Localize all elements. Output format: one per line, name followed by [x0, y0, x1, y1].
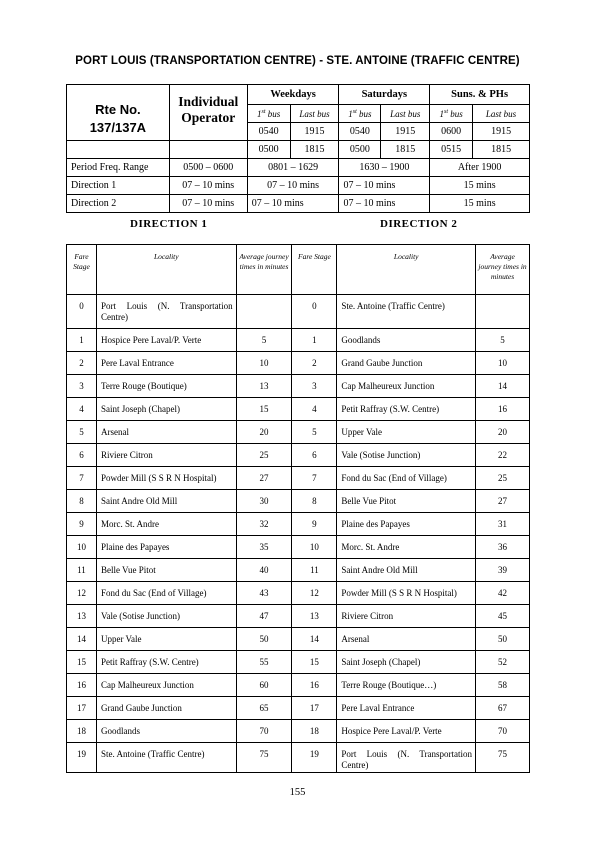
avg-time-cell: 16 [476, 398, 530, 421]
locality-cell: Pere Laval Entrance [337, 697, 476, 720]
locality-cell: Upper Vale [337, 421, 476, 444]
direction2-row [67, 195, 530, 213]
locality-cell: Belle Vue Pitot [337, 490, 476, 513]
locality-cell: Hospice Pere Laval/P. Verte [96, 329, 236, 352]
avg-time-cell: 45 [476, 605, 530, 628]
avg-time-cell: 75 [476, 743, 530, 773]
fare-stage-header: Fare Stage [292, 245, 337, 295]
last-bus-header: Last bus [381, 105, 430, 123]
time-cell: 0500 [339, 141, 381, 159]
locality-cell: Petit Raffray (S.W. Centre) [96, 651, 236, 674]
avg-time-header: Average journey times in minutes [476, 245, 530, 295]
frequency-cell: 15 mins [430, 177, 530, 195]
avg-time-cell: 5 [236, 329, 292, 352]
locality-cell: Goodlands [337, 329, 476, 352]
fare-stage-cell: 14 [292, 628, 337, 651]
locality-cell: Arsenal [96, 421, 236, 444]
locality-cell: Port Louis (N. Transportation Centre) [337, 743, 476, 773]
table-row [67, 628, 530, 651]
avg-time-cell: 52 [476, 651, 530, 674]
avg-time-cell: 10 [476, 352, 530, 375]
locality-cell: Terre Rouge (Boutique…) [337, 674, 476, 697]
table-row [67, 651, 530, 674]
page-title: PORT LOUIS (TRANSPORTATION CENTRE) - STE. ANTOINE (TRAFFIC CENTRE) [75, 55, 520, 67]
direction2-label: Direction 2 [67, 195, 170, 213]
fare-stage-cell: 18 [292, 720, 337, 743]
avg-time-cell [476, 295, 530, 329]
fare-stage-table [66, 244, 530, 773]
locality-cell: Plaine des Papayes [96, 536, 236, 559]
locality-cell: Hospice Pere Laval/P. Verte [337, 720, 476, 743]
first-bus-header: 1st bus [430, 105, 473, 123]
period-cell: 0801 – 1629 [247, 159, 339, 177]
frequency-cell: 07 – 10 mins [339, 177, 430, 195]
avg-time-cell: 22 [476, 444, 530, 467]
avg-time-cell: 75 [236, 743, 292, 773]
fare-stage-cell: 15 [67, 651, 97, 674]
weekdays-header: Weekdays [247, 85, 339, 105]
avg-time-cell: 25 [236, 444, 292, 467]
last-bus-header: Last bus [290, 105, 339, 123]
frequency-cell: 07 – 10 mins [247, 177, 339, 195]
table-row [67, 295, 530, 329]
frequency-cell: 07 – 10 mins [169, 195, 247, 213]
locality-cell: Plaine des Papayes [337, 513, 476, 536]
fare-stage-cell: 16 [292, 674, 337, 697]
frequency-cell: 07 – 10 mins [247, 195, 339, 213]
fare-stage-cell: 10 [67, 536, 97, 559]
first-bus-header: 1st bus [247, 105, 290, 123]
fare-stage-cell: 4 [292, 398, 337, 421]
period-cell: After 1900 [430, 159, 530, 177]
avg-time-cell: 55 [236, 651, 292, 674]
fare-stage-cell: 12 [67, 582, 97, 605]
table-row [67, 582, 530, 605]
route-number-cell [67, 85, 170, 141]
table-row [67, 513, 530, 536]
table-row [67, 559, 530, 582]
period-label: Period Freq. Range [67, 159, 170, 177]
fare-stage-cell: 14 [67, 628, 97, 651]
locality-cell: Powder Mill (S S R N Hospital) [337, 582, 476, 605]
locality-cell: Fond du Sac (End of Village) [337, 467, 476, 490]
locality-cell: Goodlands [96, 720, 236, 743]
table-row [67, 490, 530, 513]
avg-time-cell: 50 [476, 628, 530, 651]
avg-time-cell: 50 [236, 628, 292, 651]
locality-cell: Pere Laval Entrance [96, 352, 236, 375]
avg-time-cell: 25 [476, 467, 530, 490]
fare-stage-cell: 19 [67, 743, 97, 773]
time-cell: 0540 [247, 123, 290, 141]
fare-stage-cell: 6 [67, 444, 97, 467]
avg-time-cell: 65 [236, 697, 292, 720]
time-cell: 1815 [473, 141, 530, 159]
period-cell: 0500 – 0600 [169, 159, 247, 177]
table-row [67, 467, 530, 490]
time-cell: 1915 [290, 123, 339, 141]
fare-stage-cell: 18 [67, 720, 97, 743]
fare-stage-cell: 8 [292, 490, 337, 513]
time-cell: 0500 [247, 141, 290, 159]
avg-time-cell: 58 [476, 674, 530, 697]
frequency-cell: 07 – 10 mins [169, 177, 247, 195]
time-cell: 1915 [381, 123, 430, 141]
locality-cell: Arsenal [337, 628, 476, 651]
locality-cell: Terre Rouge (Boutique) [96, 375, 236, 398]
locality-cell: Ste. Antoine (Traffic Centre) [337, 295, 476, 329]
fare-stage-cell: 8 [67, 490, 97, 513]
locality-cell: Belle Vue Pitot [96, 559, 236, 582]
avg-time-cell: 39 [476, 559, 530, 582]
direction1-heading: DIRECTION 1 [130, 218, 208, 230]
fare-stage-cell: 3 [292, 375, 337, 398]
table-row [67, 352, 530, 375]
locality-cell: Saint Joseph (Chapel) [337, 651, 476, 674]
fare-stage-cell: 5 [67, 421, 97, 444]
operator-cell: Individual Operator [169, 85, 247, 141]
locality-cell: Grand Gaube Junction [96, 697, 236, 720]
fare-stage-cell: 19 [292, 743, 337, 773]
avg-time-cell: 42 [476, 582, 530, 605]
locality-cell: Saint Andre Old Mill [96, 490, 236, 513]
fare-stage-cell: 9 [292, 513, 337, 536]
locality-cell: Riviere Citron [96, 444, 236, 467]
table-row [67, 329, 530, 352]
fare-stage-cell: 1 [67, 329, 97, 352]
fare-stage-cell: 11 [67, 559, 97, 582]
table-row [67, 444, 530, 467]
locality-cell: Cap Malheureux Junction [96, 674, 236, 697]
locality-cell: Vale (Sotise Junction) [337, 444, 476, 467]
fare-stage-header: Fare Stage [67, 245, 97, 295]
locality-cell: Grand Gaube Junction [337, 352, 476, 375]
avg-time-cell: 14 [476, 375, 530, 398]
locality-cell: Vale (Sotise Junction) [96, 605, 236, 628]
avg-time-header: Average journey times in minutes [236, 245, 292, 295]
avg-time-cell [236, 295, 292, 329]
avg-time-cell: 32 [236, 513, 292, 536]
route-number: 137/137A [89, 120, 147, 135]
avg-time-cell: 30 [236, 490, 292, 513]
sundays-header: Suns. & PHs [430, 85, 530, 105]
avg-time-cell: 10 [236, 352, 292, 375]
page-number: 155 [289, 787, 306, 798]
fare-stage-cell: 11 [292, 559, 337, 582]
fare-stage-cell: 1 [292, 329, 337, 352]
table-row [67, 720, 530, 743]
direction2-heading: DIRECTION 2 [380, 218, 458, 230]
locality-cell: Riviere Citron [337, 605, 476, 628]
avg-time-cell: 15 [236, 398, 292, 421]
fare-stage-cell: 9 [67, 513, 97, 536]
fare-stage-cell: 5 [292, 421, 337, 444]
frequency-cell: 07 – 10 mins [339, 195, 430, 213]
avg-time-cell: 67 [476, 697, 530, 720]
time-cell: 0515 [430, 141, 473, 159]
fare-stage-cell: 13 [292, 605, 337, 628]
times-row [67, 141, 530, 159]
fare-stage-cell: 6 [292, 444, 337, 467]
table-row [67, 743, 530, 773]
avg-time-cell: 35 [236, 536, 292, 559]
locality-header: Locality [337, 245, 476, 295]
fare-stage-cell: 12 [292, 582, 337, 605]
route-label: Rte No. [95, 102, 141, 117]
fare-stage-cell: 2 [67, 352, 97, 375]
direction1-label: Direction 1 [67, 177, 170, 195]
locality-cell: Saint Joseph (Chapel) [96, 398, 236, 421]
table-row [67, 536, 530, 559]
fare-stage-cell: 17 [67, 697, 97, 720]
avg-time-cell: 36 [476, 536, 530, 559]
saturdays-header: Saturdays [339, 85, 430, 105]
avg-time-cell: 47 [236, 605, 292, 628]
fare-stage-cell: 15 [292, 651, 337, 674]
avg-time-cell: 27 [476, 490, 530, 513]
fare-stage-cell: 7 [292, 467, 337, 490]
table-row [67, 605, 530, 628]
fare-stage-cell: 0 [292, 295, 337, 329]
fare-stage-cell: 17 [292, 697, 337, 720]
avg-time-cell: 20 [476, 421, 530, 444]
avg-time-cell: 40 [236, 559, 292, 582]
time-cell: 1815 [381, 141, 430, 159]
locality-cell: Fond du Sac (End of Village) [96, 582, 236, 605]
table-row [67, 398, 530, 421]
locality-cell: Upper Vale [96, 628, 236, 651]
avg-time-cell: 70 [476, 720, 530, 743]
table-row [67, 697, 530, 720]
frequency-cell: 15 mins [430, 195, 530, 213]
time-cell: 0540 [339, 123, 381, 141]
fare-stage-header-row [67, 245, 530, 295]
avg-time-cell: 70 [236, 720, 292, 743]
fare-stage-cell: 10 [292, 536, 337, 559]
fare-stage-cell: 4 [67, 398, 97, 421]
avg-time-cell: 5 [476, 329, 530, 352]
table-row [67, 421, 530, 444]
fare-stage-cell: 2 [292, 352, 337, 375]
first-bus-header: 1st bus [339, 105, 381, 123]
fare-stage-cell: 0 [67, 295, 97, 329]
time-cell: 0600 [430, 123, 473, 141]
operator-spacer [169, 141, 247, 159]
locality-cell: Port Louis (N. Transportation Centre) [96, 295, 236, 329]
period-cell: 1630 – 1900 [339, 159, 430, 177]
locality-cell: Morc. St. Andre [96, 513, 236, 536]
locality-cell: Ste. Antoine (Traffic Centre) [96, 743, 236, 773]
locality-cell: Saint Andre Old Mill [337, 559, 476, 582]
route-number-spacer [67, 141, 170, 159]
table-row [67, 674, 530, 697]
avg-time-cell: 20 [236, 421, 292, 444]
period-row [67, 159, 530, 177]
avg-time-cell: 60 [236, 674, 292, 697]
route-schedule-table [66, 84, 530, 213]
avg-time-cell: 27 [236, 467, 292, 490]
locality-cell: Petit Raffray (S.W. Centre) [337, 398, 476, 421]
table-row [67, 375, 530, 398]
direction1-row [67, 177, 530, 195]
time-cell: 1915 [473, 123, 530, 141]
fare-stage-cell: 16 [67, 674, 97, 697]
locality-cell: Cap Malheureux Junction [337, 375, 476, 398]
avg-time-cell: 31 [476, 513, 530, 536]
avg-time-cell: 13 [236, 375, 292, 398]
fare-stage-cell: 13 [67, 605, 97, 628]
fare-stage-cell: 3 [67, 375, 97, 398]
time-cell: 1815 [290, 141, 339, 159]
locality-cell: Powder Mill (S S R N Hospital) [96, 467, 236, 490]
locality-header: Locality [96, 245, 236, 295]
avg-time-cell: 43 [236, 582, 292, 605]
fare-stage-cell: 7 [67, 467, 97, 490]
last-bus-header: Last bus [473, 105, 530, 123]
locality-cell: Morc. St. Andre [337, 536, 476, 559]
